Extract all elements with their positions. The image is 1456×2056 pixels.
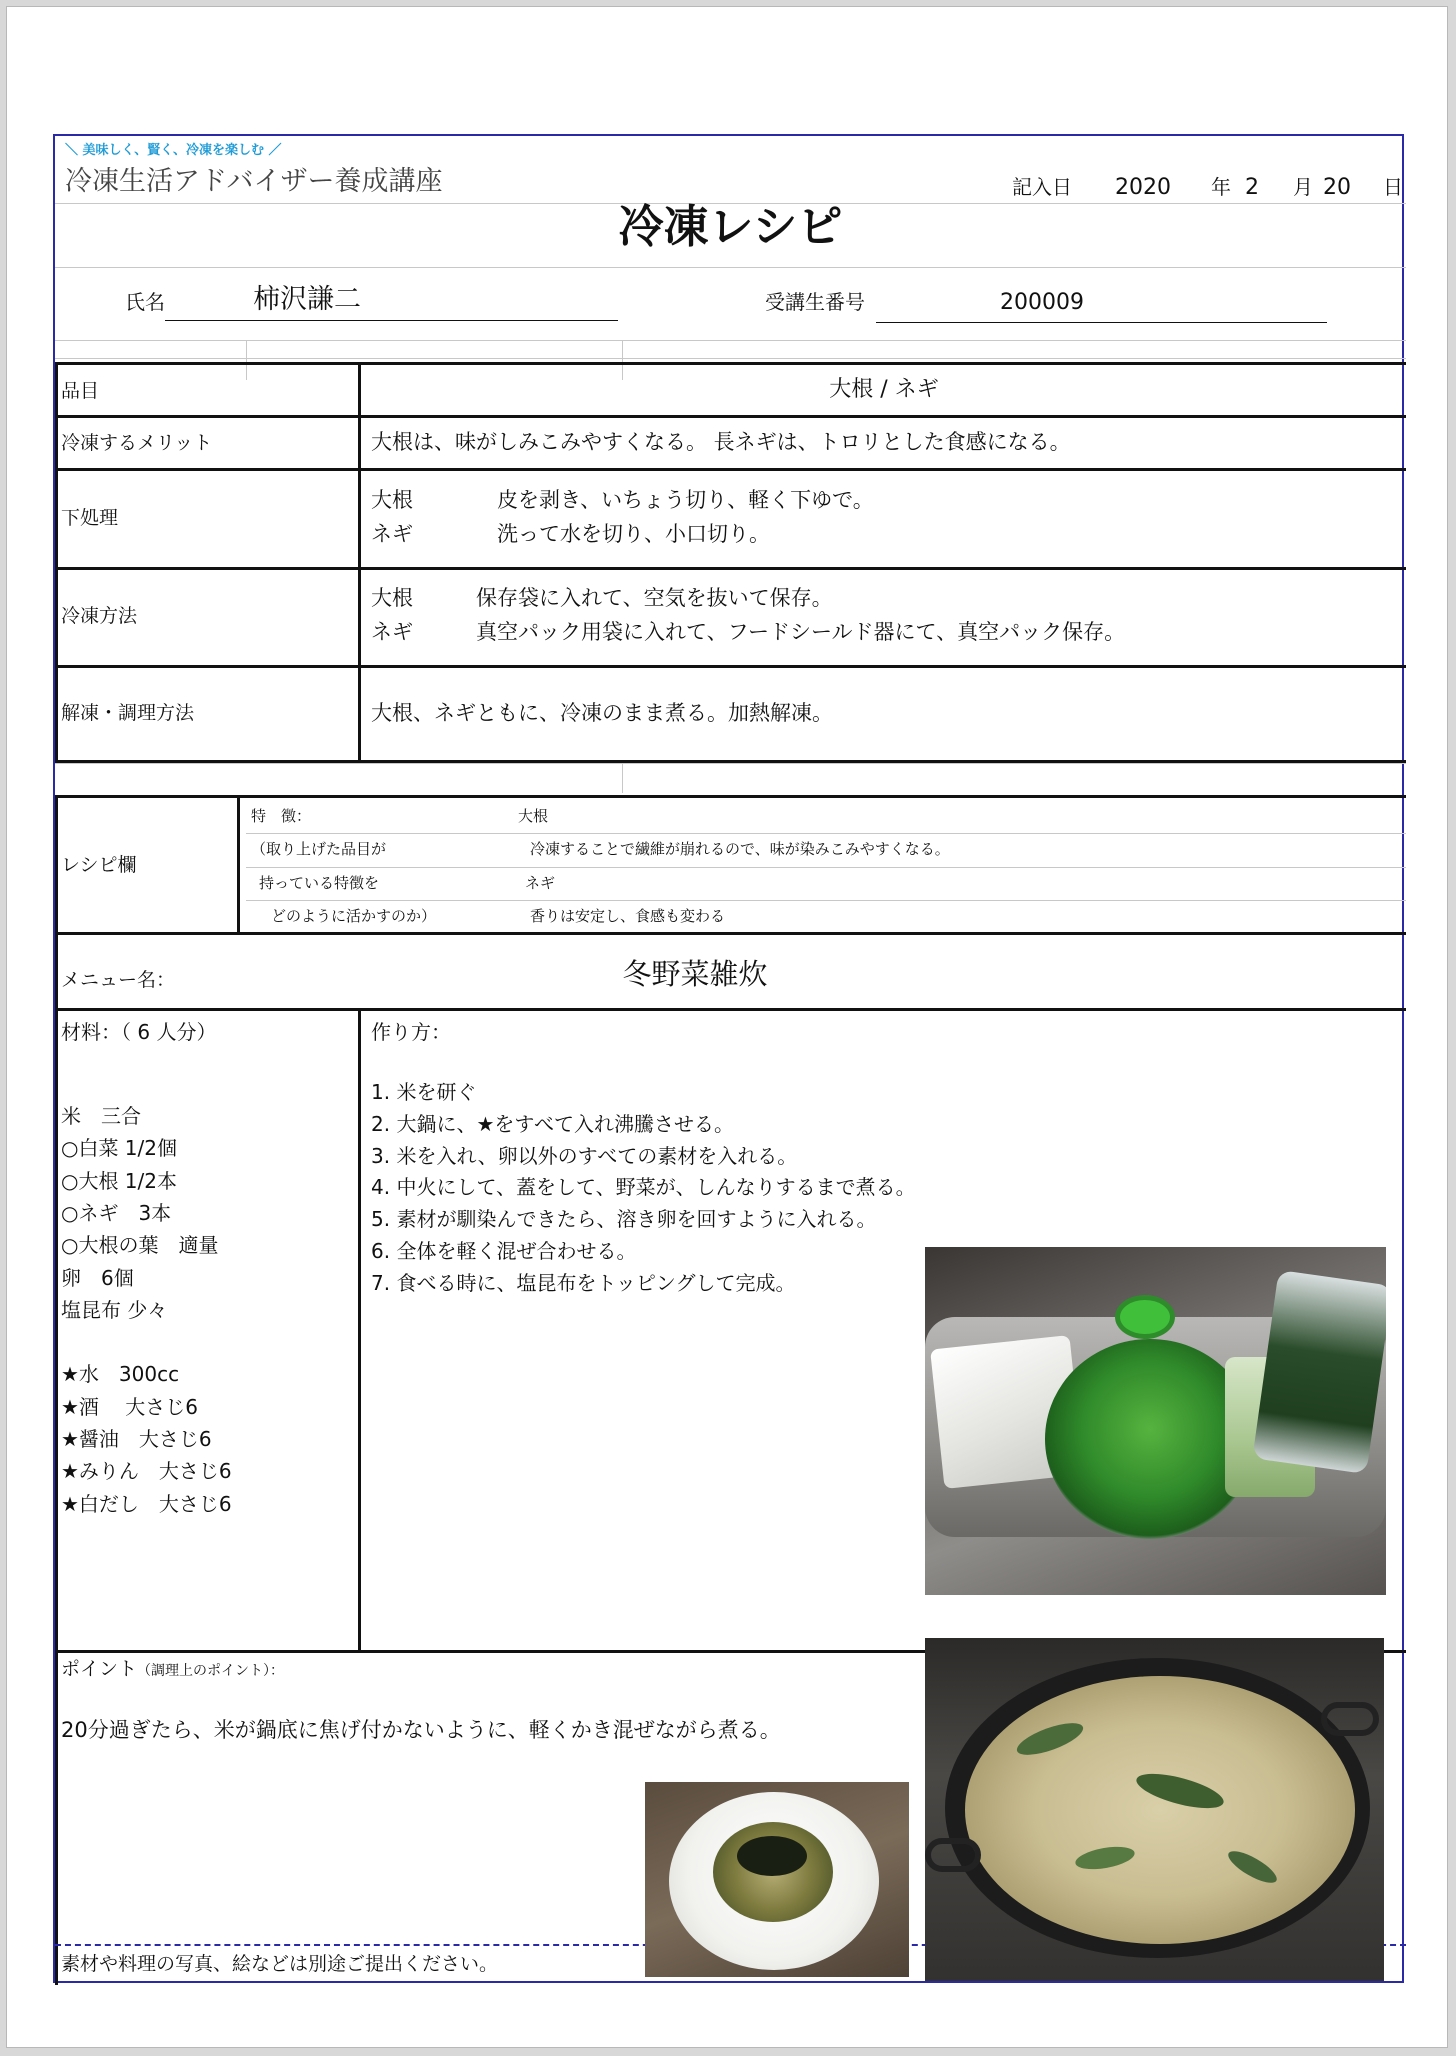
document-page: [6, 6, 1448, 2048]
page-title: 冷凍レシピ: [618, 200, 843, 253]
recipe-field-label: レシピ欄: [61, 854, 137, 876]
ingredient-item: ★水 300cc: [61, 1362, 180, 1387]
method-step: 7. 食べる時に、塩昆布をトッピングして完成。: [371, 1270, 796, 1295]
thaw-value: 大根、ネギともに、冷凍のまま煮る。加熱解凍。: [371, 701, 833, 725]
method-step: 3. 米を入れ、卵以外のすべての素材を入れる。: [371, 1143, 798, 1168]
freeze-line-negi: ネギ 真空パック用袋に入れて、フードシールド器にて、真空パック保存。: [371, 620, 1126, 644]
name-value: 柿沢謙二: [253, 284, 361, 315]
feature-left-1: 特 徴：: [251, 807, 312, 825]
feature-left-2: （取り上げた品目が: [251, 840, 387, 858]
ingredient-item: ★酒 大さじ6: [61, 1394, 199, 1419]
date-month: 2: [1245, 175, 1259, 200]
footer-note: 素材や料理の写真、絵などは別途ご提出ください。: [61, 1953, 499, 1975]
prep-line-daikon: 大根 皮を剥き、いちょう切り、軽く下ゆで。: [371, 488, 874, 512]
menu-label: メニュー名：: [61, 969, 176, 991]
point-text: 20分過ぎたら、米が鍋底に焦げ付かないように、軽くかき混ぜながら煮る。: [61, 1718, 781, 1742]
name-underline: [165, 320, 618, 321]
ingredient-item: 米 三合: [61, 1104, 141, 1128]
day-unit: 日: [1383, 175, 1403, 199]
method-header: 作り方：: [371, 1020, 451, 1044]
photo-frozen-ingredients: [925, 1247, 1386, 1595]
date-day: 20: [1323, 175, 1351, 200]
course-name: 冷凍生活アドバイザー養成講座: [65, 166, 443, 197]
ingredient-item: ★みりん 大さじ6: [61, 1459, 232, 1484]
ingredient-item: ○大根の葉 適量: [61, 1233, 219, 1258]
item-value: 大根 / ネギ: [829, 377, 939, 402]
feature-left-4: どのように活かすのか）: [271, 907, 437, 925]
year-unit: 年: [1211, 175, 1231, 199]
ingredient-item: ○白菜 1/2個: [61, 1136, 177, 1161]
method-step: 1. 米を研ぐ: [371, 1080, 477, 1104]
student-id-label: 受講生番号: [765, 290, 865, 314]
student-id-value: 200009: [1000, 290, 1084, 315]
freeze-line-daikon: 大根 保存袋に入れて、空気を抜いて保存。: [371, 586, 833, 610]
ingredients-header: 材料：（ 6 人分）: [61, 1020, 217, 1044]
prep-line-negi: ネギ 洗って水を切り、小口切り。: [371, 522, 770, 546]
point-label: [61, 1660, 284, 1679]
ingredient-item: 卵 6個: [61, 1265, 134, 1290]
item-label: 品目: [61, 380, 100, 402]
photo-plated-zosui: [645, 1782, 909, 1977]
tagline: ＼ 美味しく、賢く、冷凍を楽しむ ／: [65, 143, 282, 158]
point-sublabel: （調理上のポイント）：: [137, 1663, 285, 1679]
prep-label: 下処理: [61, 507, 119, 529]
feature-left-3: 持っている特徴を: [259, 874, 380, 892]
feature-right-4: 香りは安定し、食感も変わる: [530, 907, 726, 925]
feature-right-1: 大根: [518, 807, 549, 825]
ingredient-item: ○ネギ 3本: [61, 1200, 172, 1225]
feature-right-3: ネギ: [525, 874, 556, 892]
method-step: 5. 素材が馴染んできたら、溶き卵を回すように入れる。: [371, 1207, 877, 1232]
date-label: 記入日: [1012, 175, 1072, 199]
method-step: 4. 中火にして、蓋をして、野菜が、しんなりするまで煮る。: [371, 1175, 916, 1200]
freeze-method-label: 冷凍方法: [61, 605, 138, 627]
point-label-text: ポイント: [61, 1658, 138, 1680]
ingredient-item: ★白だし 大さじ6: [61, 1491, 232, 1516]
merit-value: 大根は、味がしみこみやすくなる。 長ネギは、トロリとした食感になる。: [371, 430, 1071, 454]
method-step: 2. 大鍋に、★をすべて入れ沸騰させる。: [371, 1111, 734, 1136]
method-step: 6. 全体を軽く混ぜ合わせる。: [371, 1239, 637, 1263]
feature-right-2: 冷凍することで繊維が崩れるので、味が染みこみやすくなる。: [530, 840, 950, 858]
name-label: 氏名: [125, 290, 165, 314]
merit-label: 冷凍するメリット: [61, 432, 213, 454]
thaw-method-label: 解凍・調理方法: [61, 702, 195, 724]
menu-name: 冬野菜雑炊: [622, 957, 768, 991]
ingredient-item: ★醤油 大さじ6: [61, 1427, 212, 1451]
ingredient-item: ○大根 1/2本: [61, 1168, 177, 1193]
month-unit: 月: [1293, 175, 1313, 199]
photo-zosui-pot: [925, 1638, 1384, 1981]
date-year: 2020: [1115, 175, 1171, 200]
student-id-underline: [876, 322, 1327, 323]
ingredient-item: 塩昆布 少々: [61, 1297, 168, 1322]
recipe-sheet: [53, 134, 1404, 1983]
